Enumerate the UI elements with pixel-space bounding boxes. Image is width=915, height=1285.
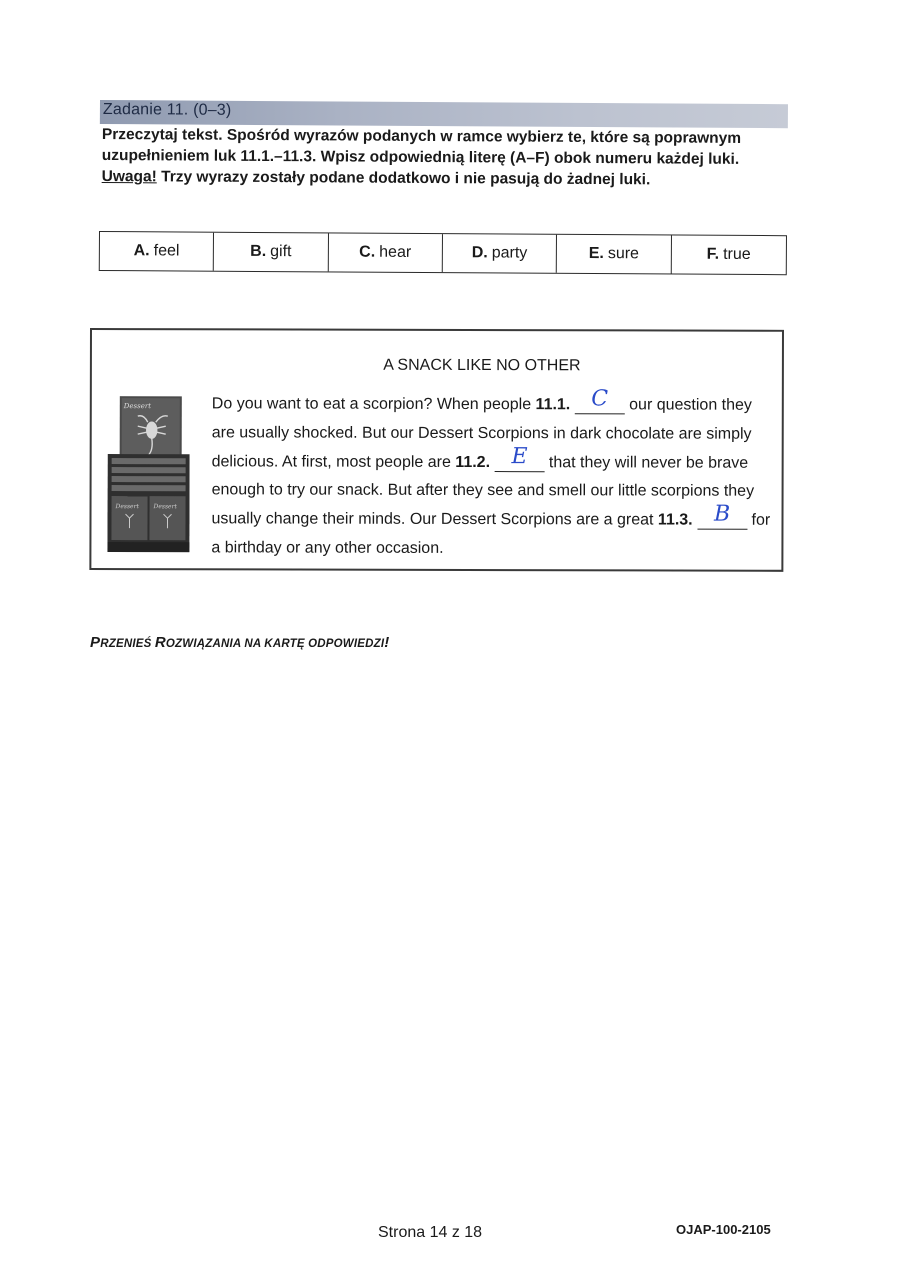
option-word: gift [270,243,292,261]
instruction-line-3-rest: Trzy wyrazy zostały podane dodatkowo i nie pasują do żadnej luki. [156,168,651,189]
passage-segment: for a birthday or any other occasion. [211,511,771,557]
instruction-line-2: uzupełnieniem luk 11.1.–11.3. Wpisz odpowiednią literę (A–F) obok numeru każdej luki. [101,146,740,168]
dessert-scorpions-box-image [107,396,189,552]
svg-text:Dessert: Dessert [123,402,152,411]
answer-11-1: C [591,386,609,412]
option-f [671,235,786,274]
gap-11-1[interactable] [575,386,625,414]
note-part: R [154,634,166,651]
reading-passage [211,386,776,564]
option-word: hear [379,243,412,261]
option-letter: D. [471,244,488,262]
option-letter: C. [359,243,376,261]
note-part: ! [384,634,390,651]
passage-segment: Do you want to eat a scorpion? When people [211,395,536,414]
gap-11-2[interactable] [494,443,544,472]
instruction-line-1: Przeczytaj tekst. Spośród wyrazów podanych w ramce wybierz te, które są poprawnym [101,125,742,147]
option-word: party [491,244,528,262]
option-letter: E. [588,244,604,263]
task-title: Zadanie 11. (0–3) [102,101,232,119]
passage-segment: our question they are usually shocked. But our Dessert Scorpions in dark chocolate are simply delicious. At first, most people are [211,396,752,471]
reading-text-box [89,328,784,572]
reading-title: A SNACK LIKE NO OTHER [383,356,581,375]
option-word: true [723,245,751,263]
task-instructions [102,124,792,191]
exam-code: OJAP-100-2105 [676,1222,771,1237]
uwaga-label: Uwaga! [101,167,157,186]
note-part: RZENIEŚ [100,638,155,650]
option-b [214,233,329,272]
option-word: sure [607,245,640,263]
option-letter: F. [706,245,720,263]
gap-label: 11.1. [535,396,571,414]
option-e [557,235,672,274]
note-part: P [90,634,101,651]
passage-segment: that they will never be brave enough to try our snack. But after they see and smell our little scorpions they usually change their minds. Our Dessert Scorpions are a great [211,453,755,529]
option-c [328,233,443,272]
instruction-line-3 [102,166,792,191]
word-options-box [99,231,787,275]
answer-11-2: E [511,443,528,469]
option-letter: B. [250,242,267,261]
answer-11-3: B [713,501,731,527]
option-letter: A. [133,242,150,260]
option-word: feel [153,242,180,260]
svg-text:Dessert: Dessert [153,503,177,511]
gap-label: 11.2. [455,453,491,471]
transfer-answers-note [90,634,389,651]
option-a [100,232,215,271]
svg-text:Dessert: Dessert [115,503,139,511]
option-d [443,234,558,273]
note-part: OZWIĄZANIA NA KARTĘ ODPOWIEDZI [165,638,385,650]
page-number: Strona 14 z 18 [378,1224,483,1241]
gap-11-3[interactable] [697,501,747,530]
gap-label: 11.3. [657,511,693,529]
